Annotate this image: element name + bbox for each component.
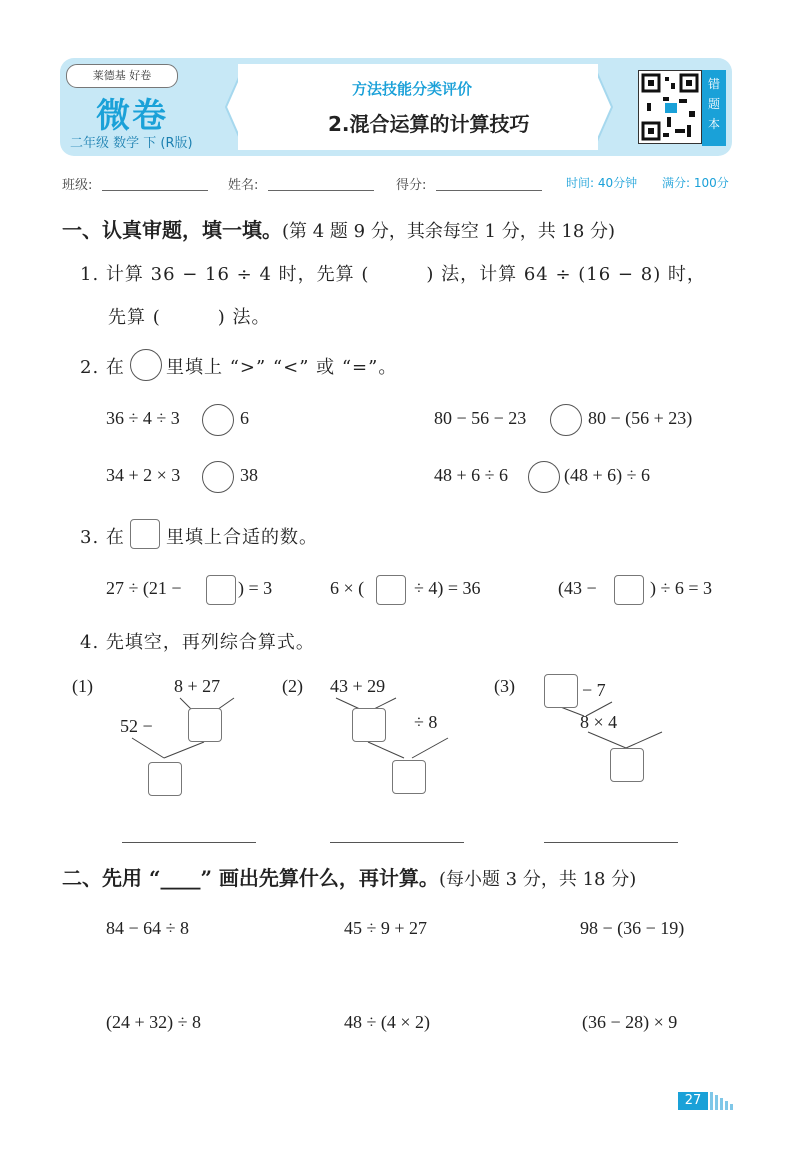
section1-heading: 一、认真审题，填一填。: [62, 218, 282, 242]
q4-part2-mid: ÷ 8: [414, 712, 438, 732]
lesson-title: 2.混合运算的计算技巧: [328, 112, 530, 136]
brand-logo-text: 微卷: [96, 96, 168, 136]
qr-tag-char: 题: [707, 97, 720, 111]
q4-part1-mid: 52 −: [120, 716, 153, 736]
q3-item-a: 6 × (: [330, 578, 365, 598]
q2-item-right: 6: [240, 408, 249, 428]
q4-part2-top: 43 + 29: [330, 676, 386, 696]
q3-suffix: 里填上合适的数。: [166, 527, 318, 548]
q2-item-left: 36 ÷ 4 ÷ 3: [106, 408, 180, 428]
q4-title: 4. 先填空，再列综合算式。: [80, 632, 315, 653]
q2-item-right: (48 + 6) ÷ 6: [564, 465, 651, 485]
q2-item-right: 80 − (56 + 23): [588, 408, 693, 428]
q3-item-a: (43 −: [558, 578, 597, 598]
section2-item: (36 − 28) × 9: [582, 1012, 678, 1032]
section2-item: (24 + 32) ÷ 8: [106, 1012, 202, 1032]
name-label: 姓名:: [228, 178, 259, 193]
q2-item-left: 34 + 2 × 3: [106, 465, 181, 485]
q4-part1-label: (1): [72, 676, 93, 696]
q4-part3-mid: 8 × 4: [580, 712, 618, 732]
q3-item-b: ) = 3: [238, 578, 273, 598]
q2-item-left: 48 + 6 ÷ 6: [434, 465, 509, 485]
q4-part1-top: 8 + 27: [174, 676, 221, 696]
q2-suffix: 里填上 “>” “<” 或 “=”。: [166, 357, 398, 378]
q4-part3-label: (3): [494, 676, 515, 696]
grade-label: 二年级 数学 下 (R版): [70, 136, 193, 151]
q1-line1: 1. 计算 36 − 16 ÷ 4 时，先算 ( ) 法，计算 64 ÷ (16 − 8) 时，: [80, 264, 706, 285]
section2-item: 84 − 64 ÷ 8: [106, 918, 190, 938]
section2-item: 98 − (36 − 19): [580, 918, 685, 938]
q2-prefix: 2. 在: [80, 357, 125, 378]
q1-line2: 先算 ( ) 法。: [108, 307, 271, 328]
page-number: 27: [678, 1092, 708, 1110]
q2-item-right: 38: [240, 465, 258, 485]
full-score: 满分: 100分: [662, 176, 729, 190]
q3-item-b: ÷ 4) = 36: [414, 578, 481, 598]
section2-heading: 二、先用 “____” 画出先算什么，再计算。: [62, 866, 439, 890]
qr-tag-char: 本: [707, 117, 720, 131]
section2-item: 48 ÷ (4 × 2): [344, 1012, 431, 1032]
section1-note: (第 4 题 9 分，其余每空 1 分，共 18 分): [282, 221, 616, 242]
q3-item-a: 27 ÷ (21 −: [106, 578, 182, 598]
brand-tag: 莱德基 好卷: [66, 64, 178, 88]
q4-part3-top: − 7: [582, 680, 606, 700]
class-label: 班级:: [62, 178, 93, 193]
q3-prefix: 3. 在: [80, 527, 125, 548]
series-title: 方法技能分类评价: [352, 80, 473, 98]
q2-item-left: 80 − 56 − 23: [434, 408, 527, 428]
time-limit: 时间: 40分钟: [566, 176, 638, 190]
qr-tag-char: 错: [707, 77, 720, 91]
section2-note: (每小题 3 分，共 18 分): [438, 869, 637, 890]
q3-item-b: ) ÷ 6 = 3: [650, 578, 713, 598]
q4-part2-label: (2): [282, 676, 303, 696]
score-label: 得分:: [396, 178, 427, 193]
section2-item: 45 ÷ 9 + 27: [344, 918, 428, 938]
